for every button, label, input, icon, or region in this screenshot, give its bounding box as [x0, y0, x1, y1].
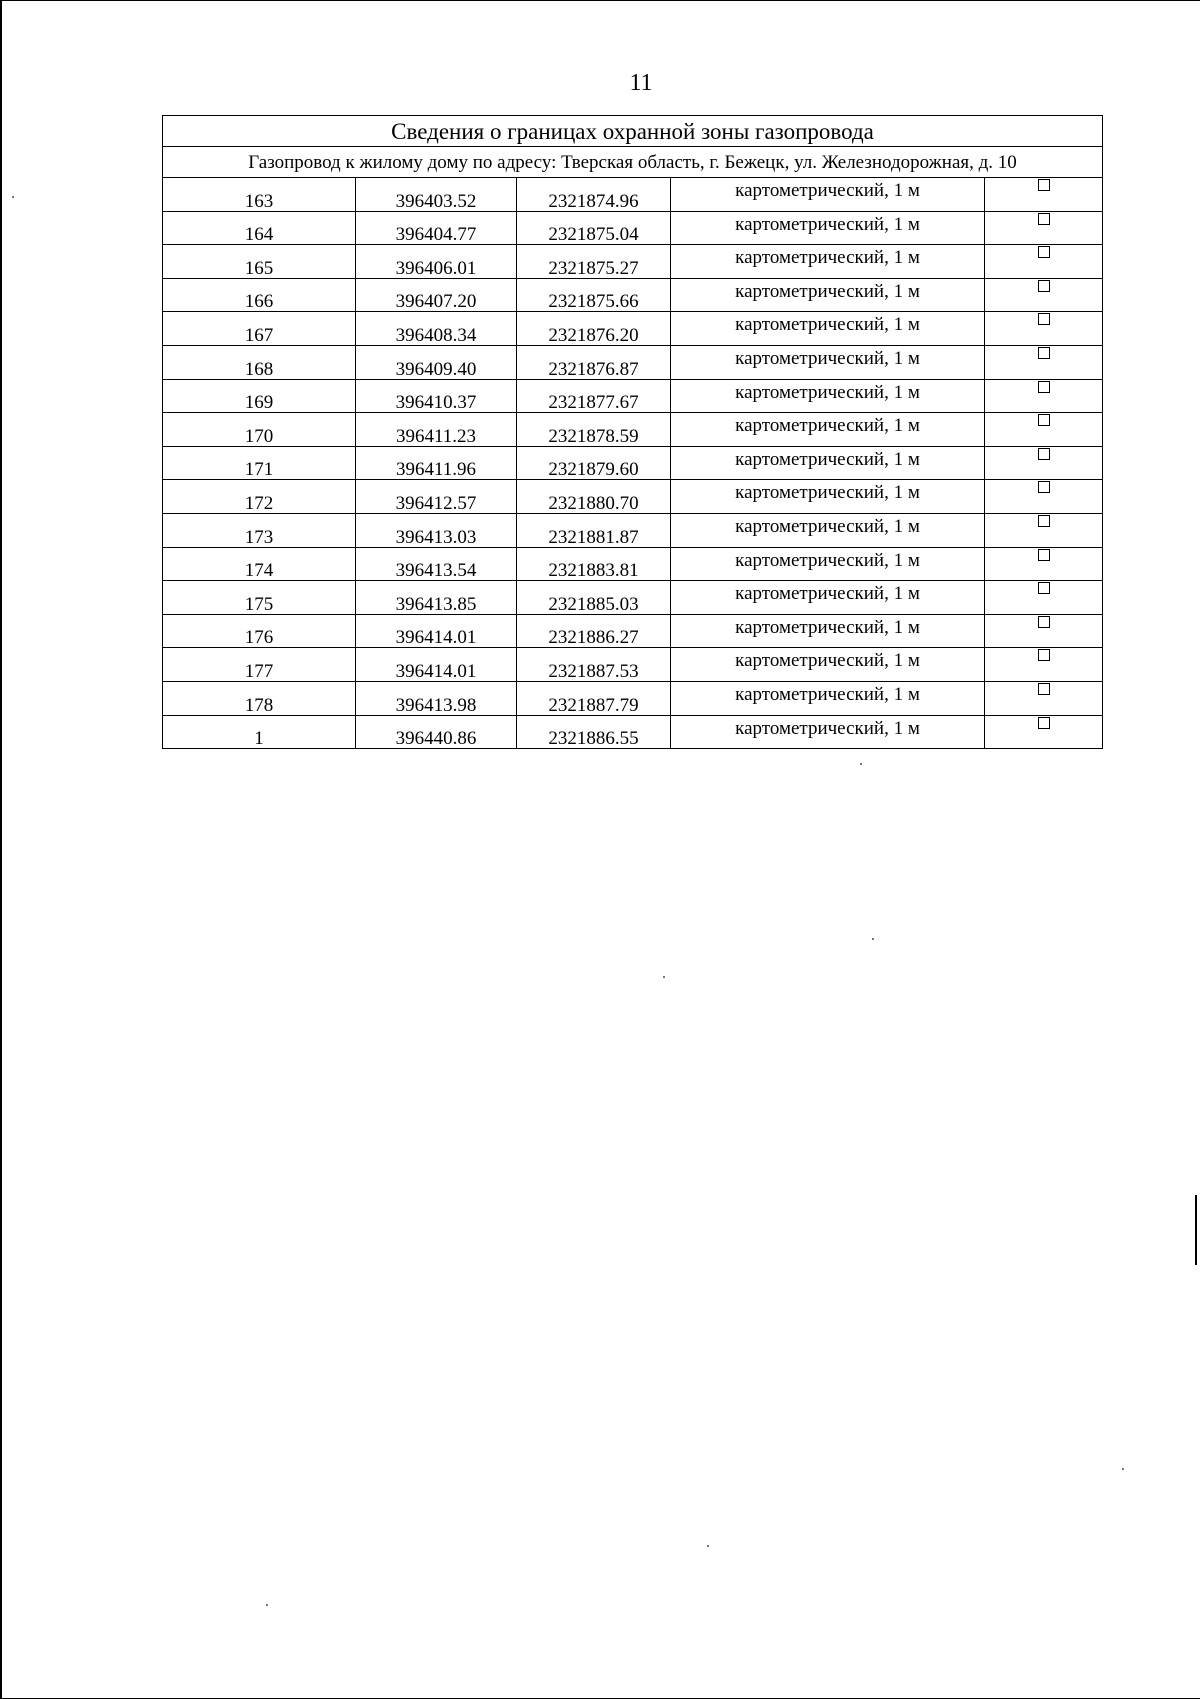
point-number-cell: 169 [163, 379, 356, 413]
checkbox-icon [1038, 246, 1050, 258]
scan-speck [663, 976, 665, 978]
table-title-row [163, 116, 1103, 147]
table-subtitle-row [163, 147, 1103, 178]
page-number: 11 [629, 70, 653, 96]
x-coordinate-cell: 396413.03 [356, 513, 517, 547]
x-coordinate-cell: 396407.20 [356, 278, 517, 312]
checkbox-cell [985, 178, 1103, 212]
checkbox-icon [1038, 683, 1050, 695]
checkbox-cell [985, 614, 1103, 648]
y-coordinate-cell: 2321878.59 [517, 413, 671, 447]
y-coordinate-cell: 2321876.20 [517, 312, 671, 346]
checkbox-icon [1038, 549, 1050, 561]
table-row [163, 581, 1103, 615]
point-number-cell: 167 [163, 312, 356, 346]
table-row [163, 715, 1103, 749]
x-coordinate-cell: 396414.01 [356, 648, 517, 682]
checkbox-icon [1038, 448, 1050, 460]
checkbox-cell [985, 581, 1103, 615]
y-coordinate-cell: 2321874.96 [517, 178, 671, 212]
point-number-cell: 168 [163, 345, 356, 379]
method-cell: картометрический, 1 м [671, 345, 985, 379]
method-cell: картометрический, 1 м [671, 379, 985, 413]
y-coordinate-cell: 2321879.60 [517, 446, 671, 480]
y-coordinate-cell: 2321875.04 [517, 211, 671, 245]
checkbox-cell [985, 413, 1103, 447]
checkbox-cell [985, 648, 1103, 682]
checkbox-cell [985, 446, 1103, 480]
table-row [163, 345, 1103, 379]
method-cell: картометрический, 1 м [671, 581, 985, 615]
table-row [163, 211, 1103, 245]
scan-speck [12, 196, 14, 198]
protection-zone-table [162, 115, 1103, 749]
method-cell: картометрический, 1 м [671, 547, 985, 581]
x-coordinate-cell: 396409.40 [356, 345, 517, 379]
method-cell: картометрический, 1 м [671, 614, 985, 648]
point-number-cell: 177 [163, 648, 356, 682]
x-coordinate-cell: 396413.85 [356, 581, 517, 615]
x-coordinate-cell: 396411.23 [356, 413, 517, 447]
scan-speck [707, 1545, 709, 1547]
checkbox-cell [985, 480, 1103, 514]
method-cell: картометрический, 1 м [671, 211, 985, 245]
table-row [163, 614, 1103, 648]
table-row [163, 681, 1103, 715]
point-number-cell: 173 [163, 513, 356, 547]
y-coordinate-cell: 2321876.87 [517, 345, 671, 379]
method-cell: картометрический, 1 м [671, 278, 985, 312]
x-coordinate-cell: 396413.54 [356, 547, 517, 581]
x-coordinate-cell: 396404.77 [356, 211, 517, 245]
y-coordinate-cell: 2321877.67 [517, 379, 671, 413]
checkbox-icon [1038, 481, 1050, 493]
checkbox-icon [1038, 381, 1050, 393]
checkbox-cell [985, 681, 1103, 715]
checkbox-cell [985, 513, 1103, 547]
x-coordinate-cell: 396411.96 [356, 446, 517, 480]
table-row [163, 245, 1103, 279]
scan-speck [266, 1604, 268, 1606]
checkbox-icon [1038, 515, 1050, 527]
point-number-cell: 174 [163, 547, 356, 581]
y-coordinate-cell: 2321875.27 [517, 245, 671, 279]
table-row [163, 480, 1103, 514]
x-coordinate-cell: 396410.37 [356, 379, 517, 413]
checkbox-icon [1038, 313, 1050, 325]
x-coordinate-cell: 396412.57 [356, 480, 517, 514]
point-number-cell: 175 [163, 581, 356, 615]
checkbox-cell [985, 211, 1103, 245]
checkbox-cell [985, 715, 1103, 749]
x-coordinate-cell: 396403.52 [356, 178, 517, 212]
y-coordinate-cell: 2321881.87 [517, 513, 671, 547]
y-coordinate-cell: 2321887.53 [517, 648, 671, 682]
point-number-cell: 1 [163, 715, 356, 749]
x-coordinate-cell: 396408.34 [356, 312, 517, 346]
point-number-cell: 170 [163, 413, 356, 447]
scan-speck [860, 763, 862, 765]
method-cell: картометрический, 1 м [671, 681, 985, 715]
checkbox-icon [1038, 582, 1050, 594]
checkbox-icon [1038, 347, 1050, 359]
point-number-cell: 166 [163, 278, 356, 312]
point-number-cell: 165 [163, 245, 356, 279]
x-coordinate-cell: 396414.01 [356, 614, 517, 648]
table-row [163, 379, 1103, 413]
method-cell: картометрический, 1 м [671, 446, 985, 480]
y-coordinate-cell: 2321883.81 [517, 547, 671, 581]
checkbox-icon [1038, 280, 1050, 292]
table-row [163, 446, 1103, 480]
checkbox-icon [1038, 179, 1050, 191]
table-row [163, 648, 1103, 682]
y-coordinate-cell: 2321887.79 [517, 681, 671, 715]
scan-speck [1122, 1468, 1124, 1470]
method-cell: картометрический, 1 м [671, 245, 985, 279]
y-coordinate-cell: 2321880.70 [517, 480, 671, 514]
x-coordinate-cell: 396413.98 [356, 681, 517, 715]
checkbox-icon [1038, 717, 1050, 729]
method-cell: картометрический, 1 м [671, 178, 985, 212]
method-cell: картометрический, 1 м [671, 413, 985, 447]
scan-speck [872, 938, 874, 940]
y-coordinate-cell: 2321875.66 [517, 278, 671, 312]
table-title: Сведения о границах охранной зоны газопровода [163, 116, 1103, 147]
table-row [163, 513, 1103, 547]
method-cell: картометрический, 1 м [671, 513, 985, 547]
table-row [163, 547, 1103, 581]
point-number-cell: 163 [163, 178, 356, 212]
y-coordinate-cell: 2321886.27 [517, 614, 671, 648]
checkbox-cell [985, 547, 1103, 581]
table-subtitle: Газопровод к жилому дому по адресу: Тверская область, г. Бежецк, ул. Железнодорожная, д. 10 [163, 147, 1103, 178]
y-coordinate-cell: 2321886.55 [517, 715, 671, 749]
point-number-cell: 172 [163, 480, 356, 514]
checkbox-icon [1038, 213, 1050, 225]
checkbox-cell [985, 379, 1103, 413]
point-number-cell: 176 [163, 614, 356, 648]
table-row [163, 312, 1103, 346]
point-number-cell: 171 [163, 446, 356, 480]
table-row [163, 278, 1103, 312]
y-coordinate-cell: 2321885.03 [517, 581, 671, 615]
checkbox-cell [985, 245, 1103, 279]
point-number-cell: 164 [163, 211, 356, 245]
table-row [163, 413, 1103, 447]
point-number-cell: 178 [163, 681, 356, 715]
checkbox-icon [1038, 616, 1050, 628]
method-cell: картометрический, 1 м [671, 312, 985, 346]
checkbox-cell [985, 345, 1103, 379]
x-coordinate-cell: 396440.86 [356, 715, 517, 749]
x-coordinate-cell: 396406.01 [356, 245, 517, 279]
method-cell: картометрический, 1 м [671, 480, 985, 514]
checkbox-icon [1038, 414, 1050, 426]
checkbox-cell [985, 312, 1103, 346]
checkbox-icon [1038, 649, 1050, 661]
method-cell: картометрический, 1 м [671, 715, 985, 749]
table-row [163, 178, 1103, 212]
method-cell: картометрический, 1 м [671, 648, 985, 682]
scan-edge-mark [1195, 1195, 1197, 1265]
checkbox-cell [985, 278, 1103, 312]
